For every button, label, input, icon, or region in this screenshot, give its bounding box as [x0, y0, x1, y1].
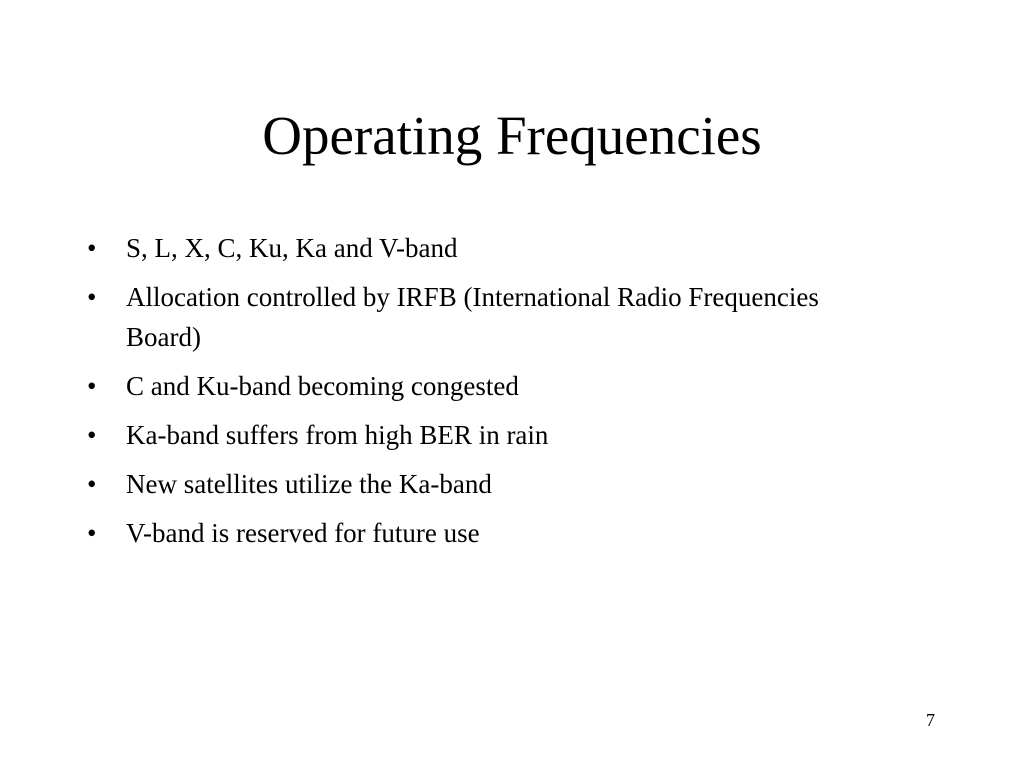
bullet-text: New satellites utilize the Ka-band: [126, 469, 492, 499]
bullet-list: [87, 228, 887, 562]
bullet-text: S, L, X, C, Ku, Ka and V-band: [126, 233, 458, 263]
bullet-item: [87, 277, 887, 357]
bullet-icon: •: [87, 469, 97, 499]
page-number: 7: [926, 710, 935, 730]
bullet-item: [87, 464, 887, 504]
bullet-text: Ka-band suffers from high BER in rain: [126, 420, 549, 450]
slide-title: Operating Frequencies: [262, 105, 762, 166]
bullet-text: Allocation controlled by IRFB (International Radio Frequencies Board): [126, 282, 819, 352]
bullet-icon: •: [87, 518, 97, 548]
bullet-item: [87, 366, 887, 406]
bullet-item: [87, 415, 887, 455]
bullet-text: V-band is reserved for future use: [126, 518, 480, 548]
bullet-item: [87, 228, 887, 268]
bullet-icon: •: [87, 420, 97, 450]
bullet-icon: •: [87, 371, 97, 401]
bullet-icon: •: [87, 282, 97, 312]
bullet-text: C and Ku-band becoming congested: [126, 371, 519, 401]
bullet-item: [87, 513, 887, 553]
bullet-icon: •: [87, 233, 97, 263]
